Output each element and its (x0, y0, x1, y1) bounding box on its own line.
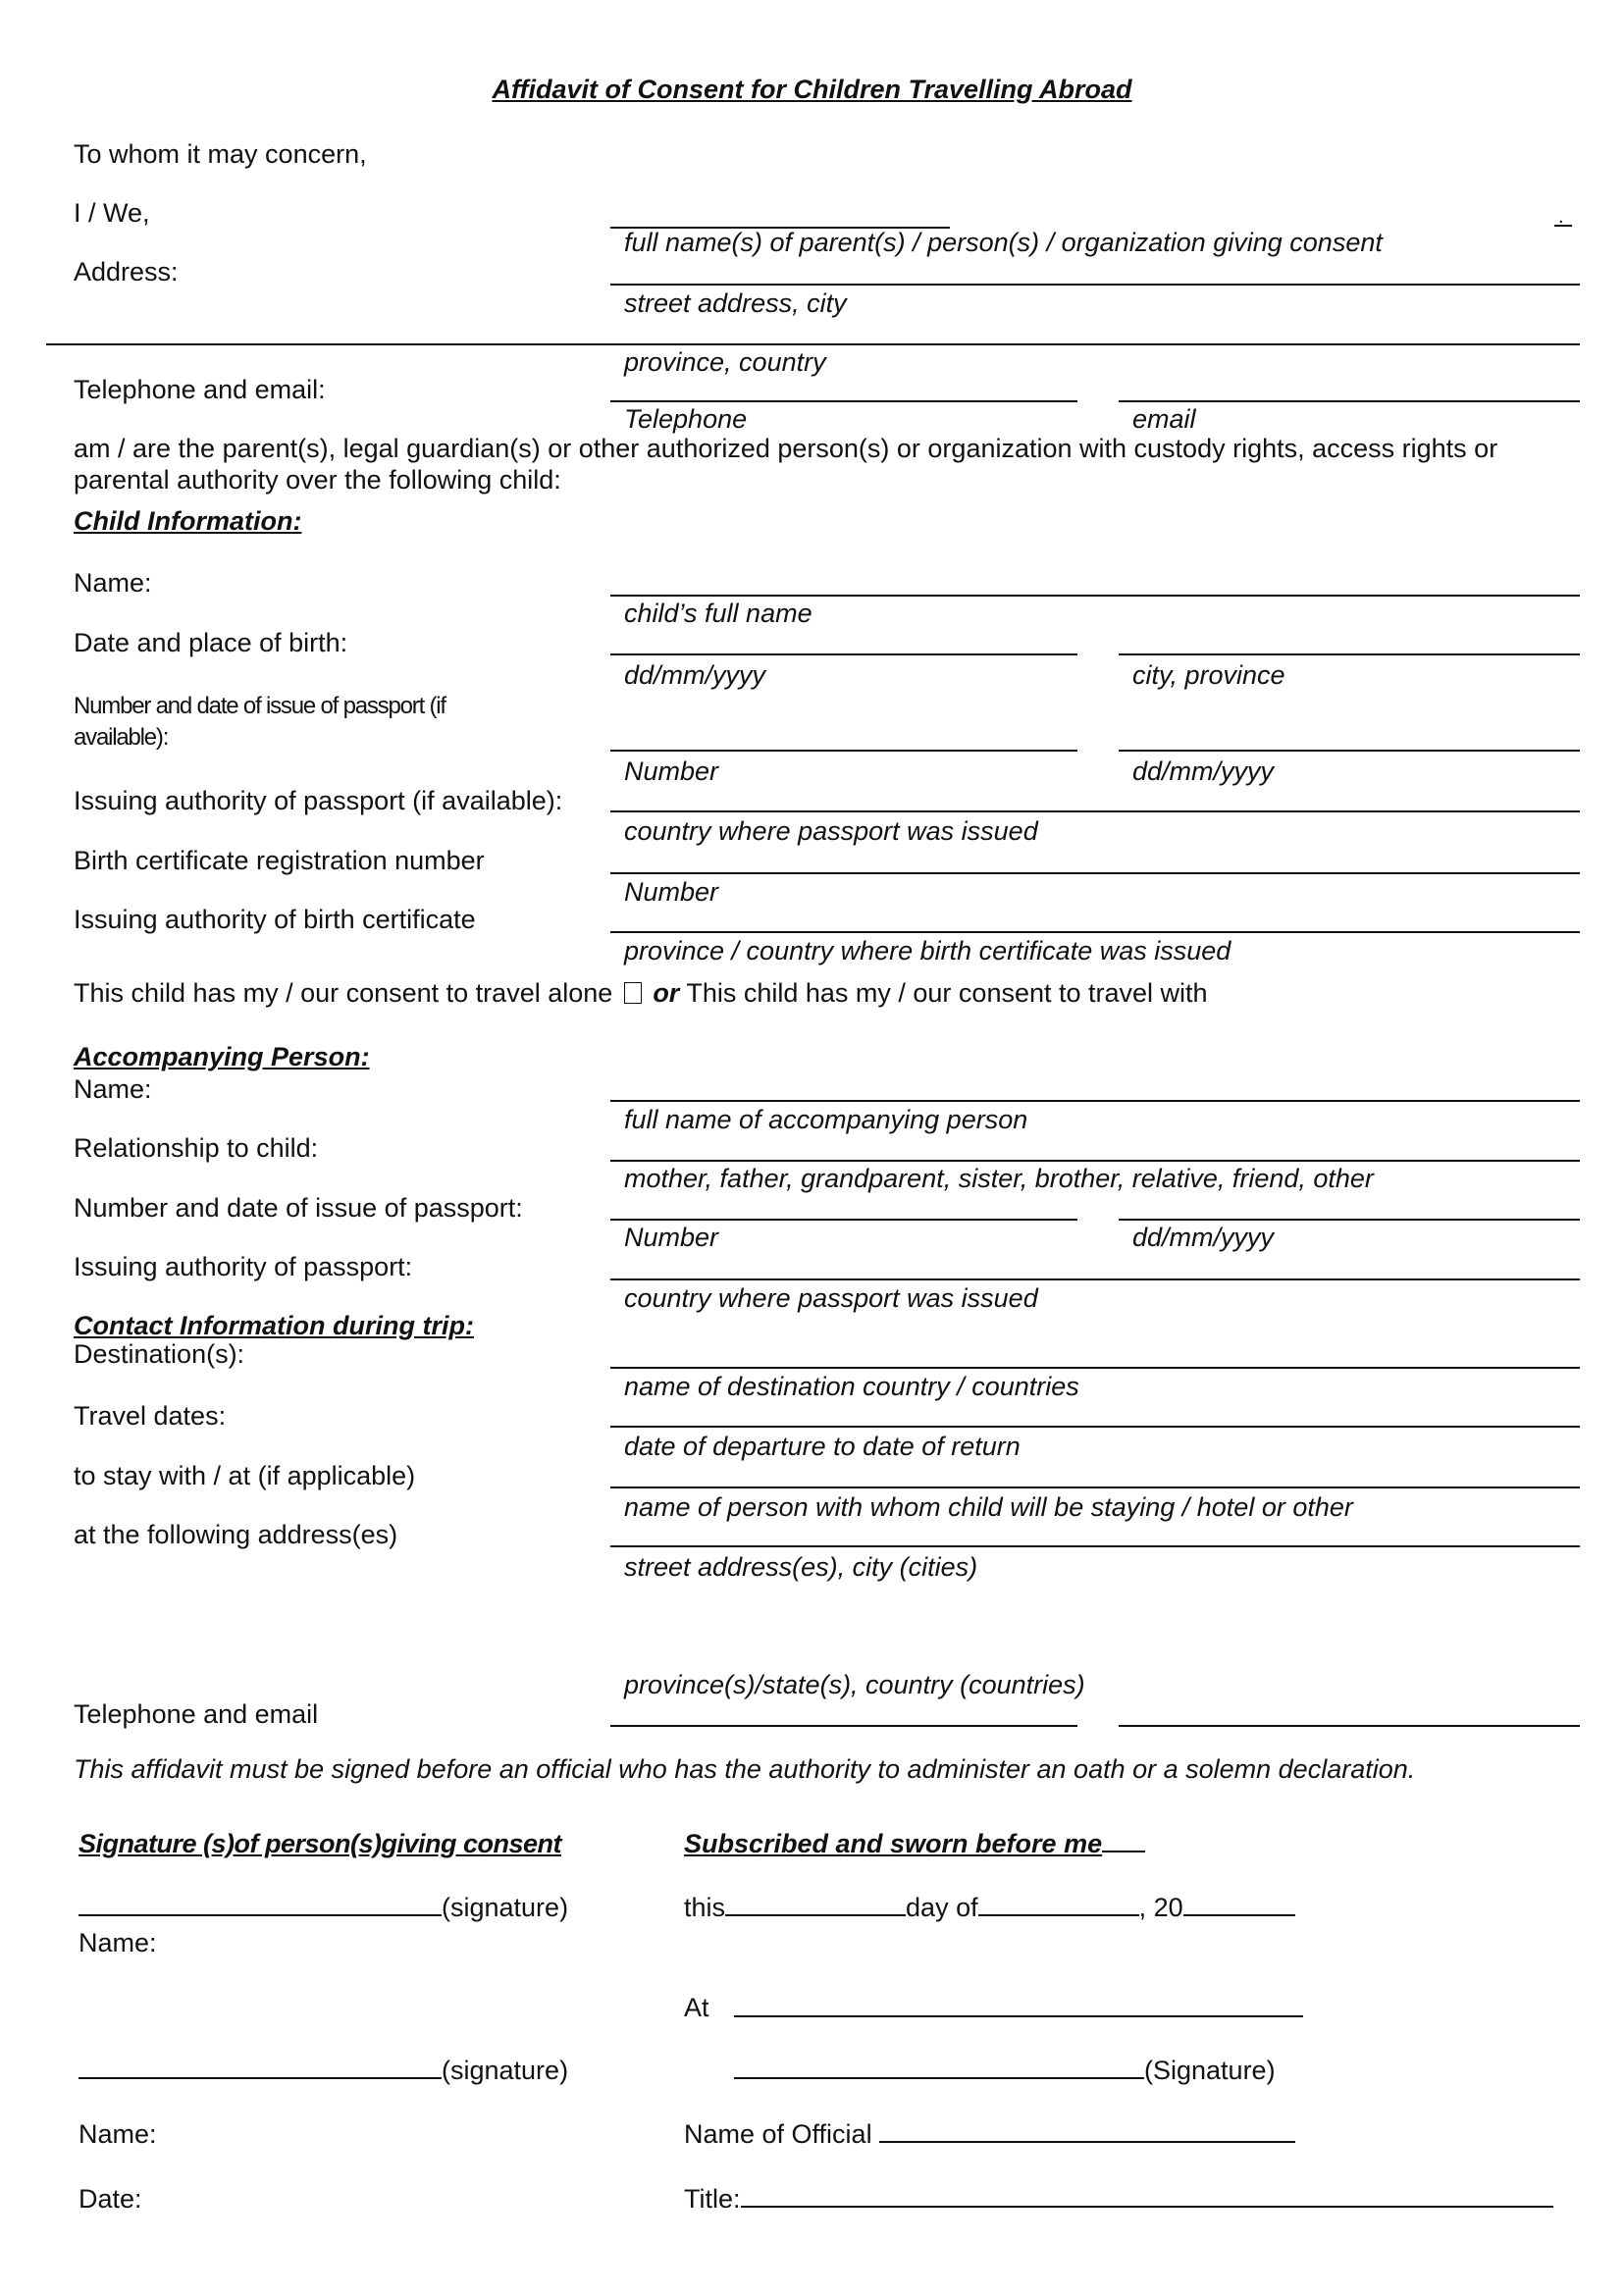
stay-address-caption: street address(es), city (cities) (624, 1552, 978, 1582)
child-passport-number-caption: Number (624, 756, 719, 786)
date-label: Date: (79, 2184, 142, 2214)
destination-field[interactable] (610, 1367, 1580, 1369)
accompanying-passport-number-caption: Number (624, 1223, 719, 1252)
parent-name-caption: full name(s) of parent(s) / person(s) / organization giving consent (624, 228, 1383, 257)
destination-label: Destination(s): (74, 1339, 245, 1369)
official-name-field[interactable] (879, 2119, 1295, 2143)
travel-dates-label: Travel dates: (74, 1401, 227, 1431)
child-passport-authority-field[interactable] (610, 810, 1580, 812)
at-label: At (684, 1993, 709, 2022)
year-prefix: , 20 (1138, 1893, 1183, 1922)
child-passport-label-1: Number and date of issue of passport (if (74, 693, 445, 719)
stay-with-label: to stay with / at (if applicable) (74, 1461, 416, 1490)
consent-or-text: or (653, 978, 680, 1008)
official-title-field[interactable] (741, 2184, 1553, 2208)
official-signature-field[interactable] (734, 2056, 1144, 2079)
year-field[interactable] (1183, 1893, 1295, 1916)
accompanying-heading: Accompanying Person: (74, 1042, 370, 1071)
statement-line-2: parental authority over the following child: (74, 465, 561, 495)
notice-text: This affidavit must be signed before an official who has the authority to administer an oath or a solemn declaration. (74, 1754, 1416, 1784)
birth-place-caption: city, province (1132, 660, 1285, 690)
birth-date-field[interactable] (610, 653, 1077, 655)
accompanying-name-label: Name: (74, 1074, 152, 1104)
accompanying-passport-date-field[interactable] (1119, 1219, 1580, 1221)
child-passport-authority-label: Issuing authority of passport (if available): (74, 786, 563, 815)
parent-telephone-field[interactable] (610, 400, 1077, 402)
statement-line-1: am / are the parent(s), legal guardian(s) or other authorized person(s) or organization with custody rights, access rights or (74, 434, 1498, 463)
consent-with-text: This child has my / our consent to travel with (686, 978, 1208, 1008)
birth-date-caption: dd/mm/yyyy (624, 660, 766, 690)
street-address-caption: street address, city (624, 288, 847, 318)
destination-caption: name of destination country / countries (624, 1372, 1079, 1401)
contact-heading: Contact Information during trip: (74, 1311, 474, 1340)
official-name-label: Name of Official (684, 2119, 872, 2149)
signer-2-name-label: Name: (79, 2119, 157, 2149)
child-passport-date-field[interactable] (1119, 750, 1580, 752)
stay-address-field[interactable] (610, 1545, 1580, 1547)
relationship-field[interactable] (610, 1160, 1580, 1162)
at-location-field[interactable] (734, 2015, 1303, 2017)
child-passport-label-2: available): (74, 724, 169, 751)
accompanying-passport-label: Number and date of issue of passport: (74, 1193, 523, 1223)
stay-address-label: at the following address(es) (74, 1520, 398, 1549)
birth-label: Date and place of birth: (74, 628, 348, 657)
accompanying-name-field[interactable] (610, 1100, 1580, 1102)
day-of-label: day of (906, 1893, 978, 1922)
child-name-field[interactable] (610, 595, 1580, 597)
signature-2-suffix: (signature) (442, 2056, 569, 2085)
accompanying-authority-caption: country where passport was issued (624, 1283, 1038, 1313)
accompanying-authority-field[interactable] (610, 1278, 1580, 1280)
birth-cert-authority-caption: province / country where birth certificate was issued (624, 936, 1231, 965)
birth-cert-label: Birth certificate registration number (74, 846, 485, 875)
address-label: Address: (74, 257, 179, 287)
accompanying-authority-label: Issuing authority of passport: (74, 1252, 413, 1281)
trip-telephone-field[interactable] (610, 1725, 1077, 1727)
child-passport-authority-caption: country where passport was issued (624, 816, 1038, 846)
stay-with-field[interactable] (610, 1487, 1580, 1488)
trip-phone-label: Telephone and email (74, 1699, 319, 1729)
consent-line (74, 978, 1208, 1008)
birth-cert-authority-label: Issuing authority of birth certificate (74, 905, 476, 934)
relationship-caption: mother, father, grandparent, sister, brother, relative, friend, other (624, 1164, 1374, 1193)
accompanying-passport-number-field[interactable] (610, 1219, 1077, 1221)
province-country-caption: province, country (624, 347, 826, 377)
signature-1-field[interactable] (79, 1893, 442, 1916)
stay-with-caption: name of person with whom child will be staying / hotel or other (624, 1492, 1353, 1522)
child-info-heading: Child Information: (74, 506, 302, 536)
sworn-heading-tail (1102, 1829, 1145, 1852)
sworn-heading (684, 1829, 1145, 1859)
child-passport-date-caption: dd/mm/yyyy (1132, 756, 1275, 786)
child-name-caption: child’s full name (624, 599, 812, 628)
day-field[interactable] (725, 1893, 906, 1916)
official-title-label: Title: (684, 2184, 741, 2214)
accompanying-passport-date-caption: dd/mm/yyyy (1132, 1223, 1275, 1252)
child-passport-number-field[interactable] (610, 750, 1077, 752)
street-address-field[interactable] (610, 284, 1580, 286)
travel-dates-caption: date of departure to date of return (624, 1432, 1021, 1461)
signature-2-row (79, 2056, 568, 2085)
salutation: To whom it may concern, (74, 139, 367, 169)
birth-cert-number-caption: Number (624, 877, 719, 907)
travel-dates-field[interactable] (610, 1426, 1580, 1428)
month-field[interactable] (978, 1893, 1139, 1916)
telephone-caption: Telephone (624, 404, 748, 434)
official-signature-suffix: (Signature) (1144, 2056, 1276, 2085)
sworn-date-row (684, 1893, 1295, 1922)
document-title: Affidavit of Consent for Children Travelling Abroad (492, 75, 1132, 104)
trip-email-field[interactable] (1119, 1725, 1580, 1727)
trailing-mark-line (1554, 225, 1572, 227)
contact-label: Telephone and email: (74, 375, 326, 404)
travel-alone-checkbox[interactable] (624, 982, 642, 1004)
this-label: this (684, 1893, 726, 1922)
signature-2-field[interactable] (79, 2056, 442, 2079)
official-signature-row (734, 2056, 1276, 2085)
signature-1-suffix: (signature) (442, 1893, 569, 1922)
stay-province-caption: province(s)/state(s), country (countries) (624, 1670, 1085, 1699)
trailing-mark: . (1558, 206, 1564, 228)
child-name-label: Name: (74, 568, 152, 598)
i-we-label: I / We, (74, 198, 150, 228)
official-title-row (684, 2184, 1553, 2214)
signature-heading: Signature (s)of person(s)giving consent (79, 1829, 562, 1858)
email-caption: email (1132, 404, 1196, 434)
birth-cert-number-field[interactable] (610, 872, 1580, 874)
sworn-heading-text: Subscribed and sworn before me (684, 1829, 1103, 1858)
relationship-label: Relationship to child: (74, 1133, 319, 1163)
birth-place-field[interactable] (1119, 653, 1580, 655)
accompanying-name-caption: full name of accompanying person (624, 1105, 1028, 1134)
signer-1-name-label: Name: (79, 1928, 157, 1957)
official-name-row (684, 2119, 1295, 2149)
birth-cert-authority-field[interactable] (610, 931, 1580, 933)
consent-alone-text: This child has my / our consent to travel alone (74, 978, 613, 1008)
parent-email-field[interactable] (1119, 400, 1580, 402)
signature-1-row (79, 1893, 568, 1922)
province-country-field[interactable] (46, 343, 1580, 345)
